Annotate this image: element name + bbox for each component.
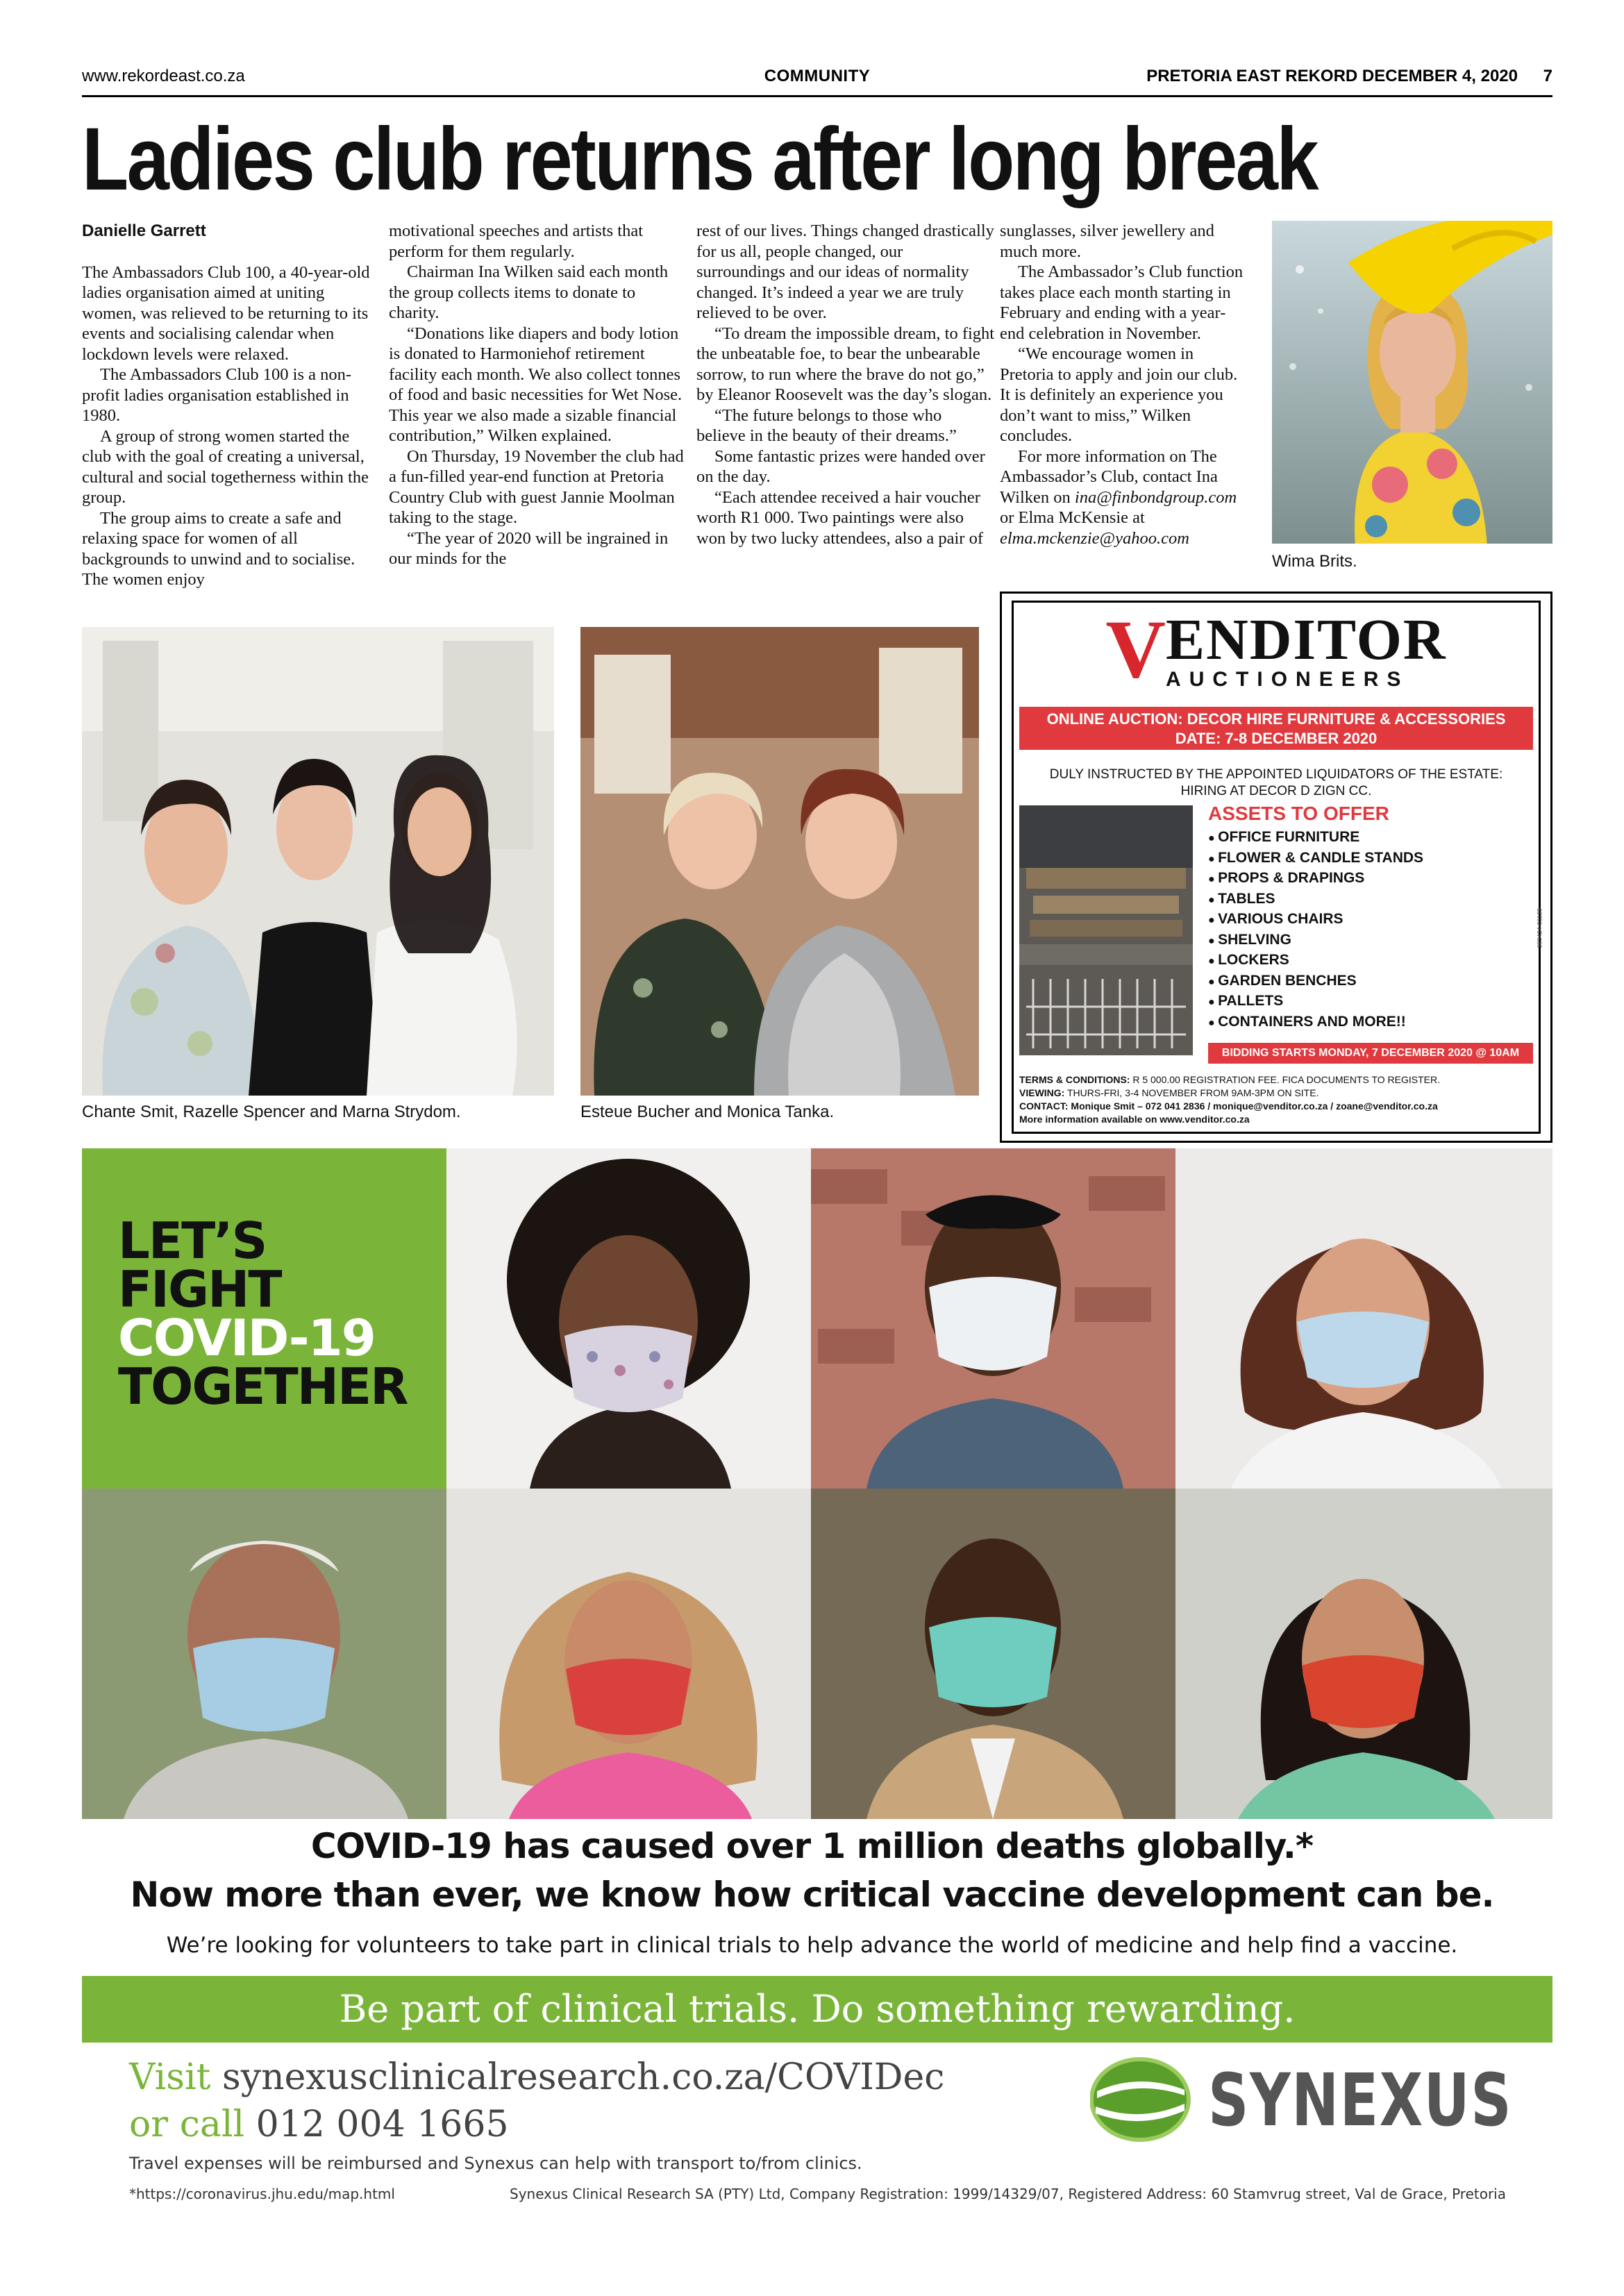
paragraph: On Thursday, 19 November the club had a fun-filled year-end function at Pretoria Country Club with guest Jannie Moolman taking to the stage. bbox=[389, 446, 684, 527]
asset-item: ● FLOWER & CANDLE STANDS bbox=[1208, 848, 1423, 869]
paragraph: The Ambassador’s Club function takes place each month starting in February and ending with a year-end celebration in November. bbox=[1000, 262, 1244, 343]
paragraph: Chairman Ina Wilken said each month the group collects items to donate to charity. bbox=[389, 262, 669, 322]
paragraph: “The year of 2020 will be ingrained in our minds for the bbox=[389, 528, 669, 568]
viewing-label: VIEWING: bbox=[1019, 1087, 1065, 1098]
photo-duo-image bbox=[580, 627, 979, 1096]
footnote-source[interactable]: *https://coronavirus.jhu.edu/map.html bbox=[129, 2186, 395, 2202]
asset-item: ● OFFICE FURNITURE bbox=[1208, 828, 1423, 848]
more-info-text[interactable]: More information available on www.venditor.co.za bbox=[1019, 1114, 1250, 1125]
contact-details[interactable]: Monique Smit – 072 041 2836 / monique@venditor.co.za / zoane@venditor.co.za bbox=[1071, 1100, 1438, 1112]
site-url[interactable]: www.rekordeast.co.za bbox=[82, 67, 245, 85]
bidding-banner: BIDDING STARTS MONDAY, 7 DECEMBER 2020 @ 10AM bbox=[1208, 1043, 1533, 1064]
covid-subline: We’re looking for volunteers to take part in clinical trials to help advance the world of medicine and help find a vaccine. bbox=[166, 1933, 1458, 1958]
asset-item: ● PALLETS bbox=[1208, 991, 1423, 1012]
caption-trio: Chante Smit, Razelle Spencer and Marna Strydom. bbox=[82, 1103, 461, 1121]
article-column-4 bbox=[1000, 221, 1250, 548]
masked-face-image bbox=[446, 1148, 811, 1489]
caption-duo: Esteue Bucher and Monica Tanka. bbox=[580, 1103, 835, 1121]
asset-item: ● GARDEN BENCHES bbox=[1208, 971, 1423, 992]
auction-furniture-image bbox=[1019, 805, 1193, 1055]
contact-line bbox=[1019, 1100, 1533, 1113]
clinical-trials-band: Be part of clinical trials. Do something rewarding. bbox=[82, 1976, 1552, 2043]
more-info-line bbox=[1019, 1113, 1533, 1126]
visit-call-block bbox=[129, 2054, 944, 2148]
masked-face-photo bbox=[811, 1489, 1175, 1819]
travel-note: Travel expenses will be reimbursed and Synexus can help with transport to/from clinics. bbox=[129, 2154, 862, 2173]
masked-face-image bbox=[811, 1148, 1175, 1489]
contact-label: CONTACT: bbox=[1019, 1100, 1069, 1112]
auction-banner-line-1: ONLINE AUCTION: DECOR HIRE FURNITURE & ACCESSORIES bbox=[1046, 710, 1506, 728]
duly-line-2: HIRING AT DECOR D ZIGN CC. bbox=[1180, 784, 1372, 798]
assets-list bbox=[1208, 828, 1423, 1032]
call-number[interactable]: 012 004 1665 bbox=[256, 2104, 509, 2145]
photo-trio bbox=[82, 627, 554, 1096]
advert-reference-code: 383424-01129 bbox=[1536, 908, 1543, 948]
asset-item: ● LOCKERS bbox=[1208, 950, 1423, 971]
viewing-line bbox=[1019, 1087, 1533, 1100]
synexus-brand-name: SYNEXUS bbox=[1208, 2058, 1513, 2143]
venditor-logo-name: ENDITOR bbox=[1166, 607, 1447, 672]
call-word: or call bbox=[129, 2104, 245, 2145]
photo-duo bbox=[580, 627, 979, 1096]
lets-fight-slogan bbox=[118, 1212, 408, 1416]
publication-date: PRETORIA EAST REKORD DECEMBER 4, 2020 bbox=[1146, 67, 1518, 85]
venditor-logo-v: V bbox=[1105, 603, 1166, 695]
photo-wima-brits bbox=[1272, 221, 1552, 544]
asset-item: ● CONTAINERS AND MORE!! bbox=[1208, 1012, 1423, 1033]
section-label: COMMUNITY bbox=[764, 67, 871, 85]
masked-face-photo bbox=[82, 1489, 446, 1819]
covid-headline-1: COVID-19 has caused over 1 million deaths globally.* bbox=[310, 1826, 1314, 1866]
article-column-3 bbox=[696, 221, 995, 548]
company-registration: Synexus Clinical Research SA (PTY) Ltd, Company Registration: 1999/14329/07, Registered Address: 60 Stamvrug street, Val de Grace, Pretoria bbox=[510, 2186, 1506, 2202]
asset-item: ● TABLES bbox=[1208, 889, 1423, 910]
page-number: 7 bbox=[1543, 67, 1552, 85]
visit-line bbox=[129, 2054, 944, 2101]
assets-title: ASSETS TO OFFER bbox=[1208, 803, 1389, 824]
paragraph: “To dream the impossible dream, to fight the unbeatable foe, to bear the unbearable sorrow, to run where the brave do not go,” by Eleanor Roosevelt was the day’s slogan. bbox=[696, 324, 995, 404]
article-column-1 bbox=[82, 221, 380, 590]
covid-headline-2: Now more than ever, we know how critical vaccine development can be. bbox=[130, 1875, 1494, 1915]
synexus-logo bbox=[1090, 2055, 1513, 2145]
paragraph: The Ambassadors Club 100 is a non-profit ladies organisation established in 1980. bbox=[82, 365, 352, 425]
contact-text: For more information on The Ambassador’s Club, contact Ina Wilken on bbox=[1000, 446, 1218, 507]
masked-face-image bbox=[1175, 1148, 1552, 1489]
photo-trio-image bbox=[82, 627, 554, 1096]
visit-url[interactable]: synexusclinicalresearch.co.za/COVIDec bbox=[222, 2056, 945, 2098]
auction-banner bbox=[1019, 707, 1533, 750]
slogan-line-3: COVID-19 bbox=[118, 1309, 375, 1367]
masked-face-image bbox=[811, 1489, 1175, 1819]
slogan-line-2: FIGHT bbox=[118, 1260, 281, 1318]
contact-email-1[interactable]: ina@finbondgroup.com bbox=[1074, 487, 1237, 507]
venditor-logo-sub: AUCTIONEERS bbox=[1166, 668, 1409, 691]
page-header bbox=[82, 64, 1552, 94]
covid-photo-grid bbox=[82, 1148, 1552, 1819]
lets-fight-panel bbox=[82, 1148, 446, 1489]
contact-email-2[interactable]: elma.mckenzie@yahoo.com bbox=[1000, 528, 1189, 548]
paragraph: “Each attendee received a hair voucher worth R1 000. Two paintings were also won by two lucky attendees, also a pair of bbox=[696, 487, 983, 548]
paragraph: motivational speeches and artists that perform for them regularly. bbox=[389, 221, 644, 261]
contact-paragraph bbox=[1000, 446, 1250, 549]
asset-item: ● SHELVING bbox=[1208, 930, 1423, 951]
masked-face-image bbox=[82, 1489, 446, 1819]
auction-terms bbox=[1019, 1073, 1533, 1126]
venditor-advert-inner bbox=[1012, 601, 1541, 1134]
article-column-2 bbox=[389, 221, 687, 569]
venditor-advert bbox=[1000, 592, 1552, 1143]
contact-or: or Elma McKensie at bbox=[1000, 508, 1145, 527]
paragraph: “We encourage women in Pretoria to apply and join our club. It is definitely an experience you don’t want to miss,” Wilken concludes. bbox=[1000, 344, 1238, 445]
duly-line-1: DULY INSTRUCTED BY THE APPOINTED LIQUIDATORS OF THE ESTATE: bbox=[1049, 767, 1503, 782]
paragraph: sunglasses, silver jewellery and much more. bbox=[1000, 221, 1214, 261]
paragraph: Some fantastic prizes were handed over on the day. bbox=[696, 446, 985, 486]
auction-furniture-photo bbox=[1019, 805, 1193, 1055]
slogan-line-4: TOGETHER bbox=[118, 1357, 408, 1416]
paragraph: The Ambassadors Club 100, a 40-year-old ladies organisation aimed at uniting women, was relieved to be returning to its events and socialising calendar when lockdown levels were relaxed. bbox=[82, 262, 370, 364]
masked-face-photo bbox=[446, 1489, 811, 1819]
slogan-line-1: LET’S bbox=[118, 1212, 267, 1270]
masked-face-photo bbox=[1175, 1148, 1552, 1489]
paragraph: A group of strong women started the club with the goal of creating a universal, cultural and social togetherness within the group. bbox=[82, 426, 369, 507]
paragraph: The group aims to create a safe and relaxing space for women of all backgrounds to unwind and to socialise. The women enjoy bbox=[82, 508, 355, 589]
paragraph: “Donations like diapers and body lotion is donated to Harmoniehof retirement facility each month. We also collect tonnes of food and basic necessities for Wet Nose. This year we also made a sizable financial contribution,” Wilken explained. bbox=[389, 324, 683, 445]
masked-face-photo bbox=[811, 1148, 1175, 1489]
photo-wima-brits-image bbox=[1272, 221, 1552, 544]
duly-instructed bbox=[1019, 766, 1533, 800]
call-line bbox=[129, 2101, 944, 2148]
masked-face-photo bbox=[446, 1148, 811, 1489]
byline: Danielle Garrett bbox=[82, 221, 206, 240]
auction-banner-line-2: DATE: 7-8 DECEMBER 2020 bbox=[1175, 730, 1378, 747]
header-rule bbox=[82, 95, 1552, 97]
masked-face-photo bbox=[1175, 1489, 1552, 1819]
paragraph: “The future belongs to those who believe in the beauty of their dreams.” bbox=[696, 405, 957, 445]
terms-line bbox=[1019, 1073, 1533, 1087]
terms-text: R 5 000.00 REGISTRATION FEE. FICA DOCUMENTS TO REGISTER. bbox=[1132, 1074, 1440, 1085]
asset-item: ● VARIOUS CHAIRS bbox=[1208, 910, 1423, 930]
masked-face-image bbox=[446, 1489, 811, 1819]
caption-wima: Wima Brits. bbox=[1272, 552, 1357, 571]
terms-label: TERMS & CONDITIONS: bbox=[1019, 1074, 1130, 1085]
paragraph: rest of our lives. Things changed drastically for us all, people changed, our surroundings and our ideas of normality changed. It’s indeed a year we are truly relieved to be over. bbox=[696, 221, 994, 322]
synexus-swoosh-icon bbox=[1090, 2055, 1194, 2145]
viewing-text: THURS-FRI, 3-4 NOVEMBER FROM 9AM-3PM ON SITE. bbox=[1066, 1087, 1319, 1098]
venditor-logo bbox=[1014, 603, 1539, 695]
article-headline: Ladies club returns after long break bbox=[82, 110, 1317, 209]
visit-word: Visit bbox=[129, 2056, 211, 2098]
masked-face-image bbox=[1175, 1489, 1552, 1819]
asset-item: ● PROPS & DRAPINGS bbox=[1208, 869, 1423, 889]
